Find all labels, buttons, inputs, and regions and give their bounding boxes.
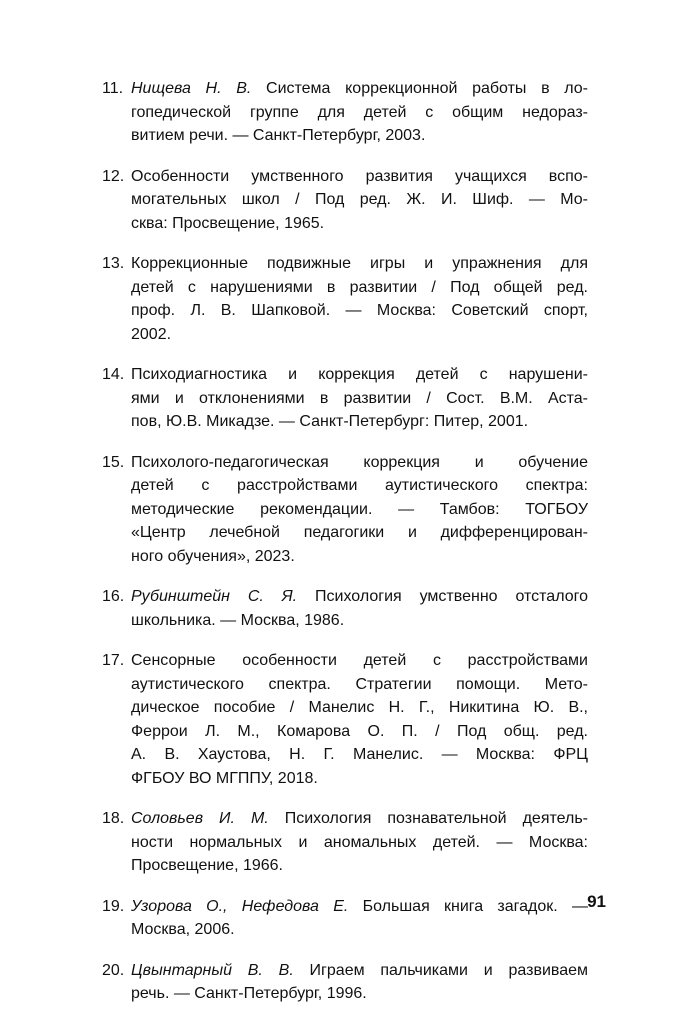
reference-line-text: Москва, 2006. <box>131 921 235 938</box>
reference-text <box>131 252 588 346</box>
reference-author: Узорова О., Нефедова Е. <box>131 897 349 915</box>
reference-list <box>102 77 588 1023</box>
reference-author: Соловьев И. М. <box>131 810 269 827</box>
reference-line <box>131 474 588 498</box>
reference-line <box>131 276 588 300</box>
reference-line <box>131 410 588 434</box>
reference-line <box>131 609 588 633</box>
reference-line-text: проф. Л. В. Шапковой. — Москва: Советский спорт, <box>131 302 588 319</box>
reference-line <box>131 451 588 475</box>
reference-line-text: гопедической группе для детей с общим недораз- <box>131 103 588 121</box>
reference-line-text: ности нормальных и аномальных детей. — Москва: <box>131 833 588 851</box>
reference-author: Цвынтарный В. В. <box>131 961 294 979</box>
reference-line-text: Психодиагностика и коррекция детей с нарушени- <box>131 366 588 383</box>
reference-item <box>102 895 588 942</box>
reference-line-text: Система коррекционной работы в ло- <box>251 80 589 97</box>
reference-line <box>131 673 588 697</box>
reference-line <box>131 77 588 101</box>
reference-line-text: детей с расстройствами аутистического спектра: <box>131 477 588 494</box>
reference-text <box>131 363 588 434</box>
reference-line-text: могательных школ / Под ред. Ж. И. Шиф. — Мо- <box>131 191 588 208</box>
reference-line <box>131 918 588 942</box>
reference-item <box>102 165 588 236</box>
reference-line <box>131 720 588 744</box>
reference-number: 14. <box>102 366 125 383</box>
reference-line <box>131 387 588 411</box>
reference-line <box>131 212 588 236</box>
reference-author: Нищева Н. В. <box>131 80 252 97</box>
reference-number: 17. <box>102 652 125 669</box>
reference-line <box>131 767 588 791</box>
reference-text <box>131 585 588 632</box>
reference-text <box>131 649 588 790</box>
reference-line-text: Феррои Л. М., Комарова О. П. / Под общ. ред. <box>131 722 588 740</box>
reference-line <box>131 363 588 387</box>
reference-item <box>102 959 588 1006</box>
reference-author: Рубинштейн С. Я. <box>131 588 298 605</box>
reference-line <box>131 959 588 983</box>
reference-item <box>102 649 588 790</box>
reference-line <box>131 101 588 125</box>
reference-line <box>131 854 588 878</box>
reference-number: 20. <box>102 961 125 979</box>
reference-number: 11. <box>102 80 124 97</box>
reference-line-text: Просвещение, 1966. <box>131 857 283 874</box>
reference-line-text: пов, Ю.В. Микадзе. — Санкт-Петербург: Питер, 2001. <box>131 413 529 430</box>
reference-line <box>131 165 588 189</box>
reference-line <box>131 545 588 569</box>
reference-line-text: «Центр лечебной педагогики и дифференцирован- <box>131 524 588 541</box>
reference-number: 18. <box>102 810 125 827</box>
reference-line <box>131 323 588 347</box>
reference-number: 12. <box>102 167 125 185</box>
reference-line <box>131 982 588 1006</box>
reference-text <box>131 77 588 148</box>
reference-line <box>131 521 588 545</box>
reference-number: 19. <box>102 897 125 915</box>
reference-text <box>131 807 588 878</box>
reference-line-text: Сенсорные особенности детей с расстройствами <box>131 652 588 669</box>
reference-line-text: Психология познавательной деятель- <box>268 810 588 827</box>
reference-item <box>102 451 588 569</box>
reference-number: 13. <box>102 255 125 272</box>
reference-item <box>102 585 588 632</box>
reference-line-text: Особенности умственного развития учащихся вспо- <box>131 167 588 185</box>
reference-text <box>131 165 588 236</box>
reference-number: 16. <box>102 588 125 605</box>
reference-line-text: ФГБОУ ВО МГППУ, 2018. <box>131 769 318 787</box>
reference-line <box>131 895 588 919</box>
reference-line-text: речь. — Санкт-Петербург, 1996. <box>131 985 367 1002</box>
reference-line-text: Психология умственно отсталого <box>297 588 588 605</box>
reference-line <box>131 831 588 855</box>
reference-line <box>131 649 588 673</box>
reference-item <box>102 363 588 434</box>
reference-line <box>131 188 588 212</box>
reference-line <box>131 743 588 767</box>
reference-item <box>102 252 588 346</box>
reference-line-text: Большая книга загадок. — <box>348 897 588 915</box>
reference-item <box>102 807 588 878</box>
reference-text <box>131 451 588 569</box>
reference-line-text: Психолого-педагогическая коррекция и обучение <box>131 453 588 471</box>
reference-number: 15. <box>102 453 125 471</box>
reference-line-text: аутистического спектра. Стратегии помощи. Мето- <box>131 675 588 693</box>
reference-line <box>131 299 588 323</box>
reference-line <box>131 807 588 831</box>
reference-line-text: А. В. Хаустова, Н. Г. Манелис. — Москва: ФРЦ <box>131 746 588 763</box>
reference-line-text: ями и отклонениями в развитии / Сост. В.М. Аста- <box>131 389 588 407</box>
reference-line-text: 2002. <box>131 325 172 343</box>
reference-line <box>131 124 588 148</box>
reference-text <box>131 959 588 1006</box>
reference-line-text: Играем пальчиками и развиваем <box>293 961 588 979</box>
reference-line-text: школьника. — Москва, 1986. <box>131 611 345 629</box>
reference-line-text: дическое пособие / Манелис Н. Г., Никитина Ю. В., <box>131 699 588 716</box>
reference-line-text: сква: Просвещение, 1965. <box>131 214 325 232</box>
reference-line-text: витием речи. — Санкт-Петербург, 2003. <box>131 127 426 144</box>
reference-text <box>131 895 588 942</box>
reference-line <box>131 585 588 609</box>
reference-line-text: ного обучения», 2023. <box>131 547 295 565</box>
page-number: 91 <box>587 892 606 911</box>
reference-line <box>131 252 588 276</box>
reference-line <box>131 696 588 720</box>
reference-item <box>102 77 588 148</box>
reference-line <box>131 498 588 522</box>
reference-line-text: методические рекомендации. — Тамбов: ТОГБОУ <box>131 500 588 518</box>
reference-line-text: детей с нарушениями в развитии / Под общей ред. <box>131 278 588 296</box>
reference-line-text: Коррекционные подвижные игры и упражнения для <box>131 255 588 272</box>
